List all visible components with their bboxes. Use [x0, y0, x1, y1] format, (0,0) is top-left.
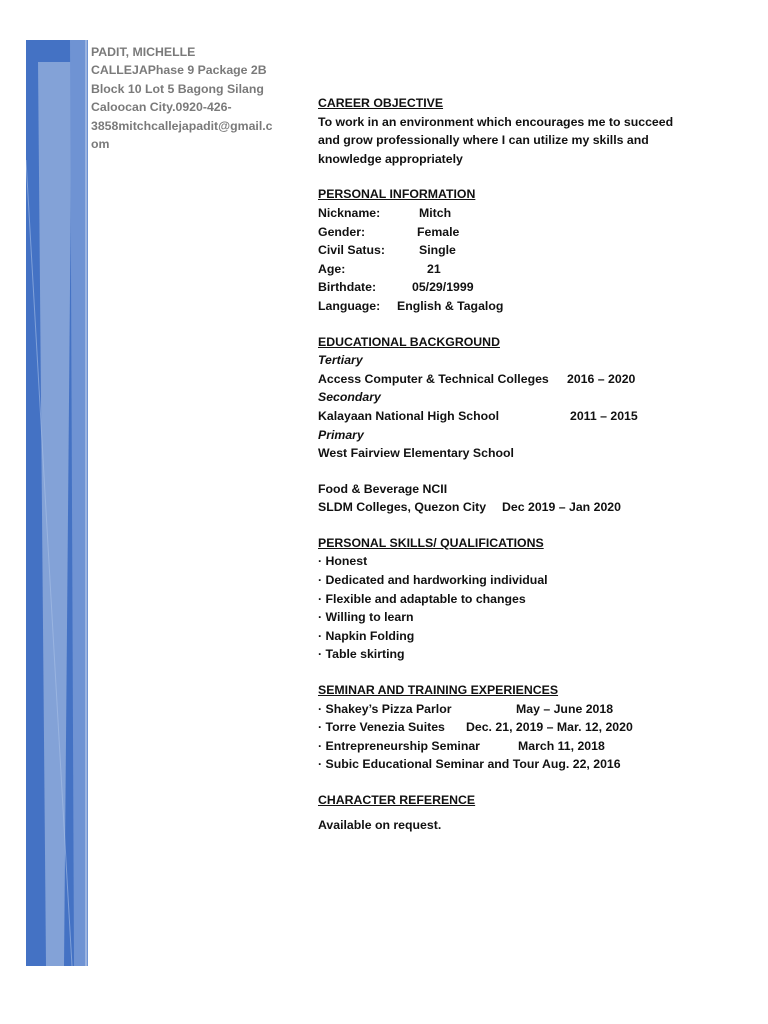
address-line: Caloocan City.0920-426-	[91, 100, 232, 115]
info-label: Language:	[318, 298, 381, 313]
personal-info-title: PERSONAL INFORMATION	[318, 187, 476, 202]
seminar-row	[318, 755, 738, 774]
applicant-name: PADIT, MICHELLE	[91, 45, 196, 59]
skill-item: · Table skirting	[318, 647, 405, 662]
objective-line: To work in an environment which encourages me to succeed	[318, 114, 674, 129]
certification-dates: Dec 2019 – Jan 2020	[502, 500, 621, 515]
certification-row	[318, 498, 738, 517]
address-line: Block 10 Lot 5 Bagong Silang	[91, 81, 264, 96]
reference-title: CHARACTER REFERENCE	[318, 793, 476, 807]
info-row-birthdate	[318, 278, 738, 297]
certification-school: SLDM Colleges, Quezon City	[318, 500, 487, 515]
info-value: 21	[427, 261, 441, 276]
seminar-row	[318, 737, 738, 756]
skill-item: · Willing to learn	[318, 610, 414, 625]
info-value: 05/29/1999	[412, 280, 474, 295]
education-level: Tertiary	[318, 353, 363, 368]
info-label: Age:	[318, 261, 346, 276]
education-row	[318, 370, 738, 389]
contact-header	[91, 43, 281, 153]
seminar-row	[318, 718, 738, 737]
info-value: Single	[419, 243, 456, 258]
objective-line: and grow professionally where I can utilize my skills and	[318, 133, 649, 148]
skills-title: PERSONAL SKILLS/ QUALIFICATIONS	[318, 535, 544, 550]
info-row-gender	[318, 223, 738, 242]
info-row-language	[318, 297, 738, 316]
seminar-name: · Torre Venezia Suites	[318, 720, 445, 735]
decorative-sidebar	[26, 40, 88, 966]
seminar-date: March 11, 2018	[518, 738, 605, 753]
objective-line: knowledge appropriately	[318, 151, 463, 166]
school-years: 2016 – 2020	[567, 371, 636, 386]
seminar-date: Dec. 21, 2019 – Mar. 12, 2020	[466, 720, 633, 735]
school-name: Access Computer & Technical Colleges	[318, 371, 549, 386]
seminar-name: · Entrepreneurship Seminar	[318, 738, 480, 753]
education-level: Secondary	[318, 390, 381, 405]
seminars-title: SEMINAR AND TRAINING EXPERIENCES	[318, 683, 559, 698]
education-row	[318, 407, 738, 426]
education-level: Primary	[318, 427, 364, 442]
info-value: Mitch	[419, 205, 452, 220]
skill-item: · Napkin Folding	[318, 628, 415, 643]
skill-item: · Flexible and adaptable to changes	[318, 591, 526, 606]
resume-body	[318, 94, 738, 834]
career-objective-title: CAREER OBJECTIVE	[318, 96, 444, 110]
seminar-date: May – June 2018	[516, 701, 614, 716]
certification-name: Food & Beverage NCII	[318, 481, 448, 496]
skill-item: · Honest	[318, 554, 368, 569]
seminar-name: · Shakey’s Pizza Parlor	[318, 701, 452, 716]
info-label: Nickname:	[318, 205, 381, 220]
education-row	[318, 444, 738, 463]
school-name: West Fairview Elementary School	[318, 446, 514, 461]
address-line: CALLEJAPhase 9 Package 2B	[91, 63, 267, 78]
seminar-row	[318, 700, 738, 719]
info-value: English & Tagalog	[397, 298, 504, 313]
info-label: Gender:	[318, 224, 366, 239]
info-label: Birthdate:	[318, 280, 377, 295]
info-value: Female	[417, 224, 460, 239]
school-years: 2011 – 2015	[570, 408, 638, 423]
seminar-date: Aug. 22, 2016	[542, 757, 621, 772]
school-name: Kalayaan National High School	[318, 408, 500, 423]
reference-text: Available on request.	[318, 817, 442, 832]
info-row-civil-status	[318, 241, 738, 260]
info-label: Civil Satus:	[318, 243, 385, 258]
sidebar-graphic	[26, 40, 88, 966]
seminar-name: · Subic Educational Seminar and Tour	[318, 757, 540, 772]
education-title: EDUCATIONAL BACKGROUND	[318, 334, 500, 349]
contact-line: om	[91, 137, 110, 152]
contact-line: 3858mitchcallejapadit@gmail.c	[91, 118, 273, 133]
info-row-age	[318, 260, 738, 279]
skill-item: · Dedicated and hardworking individual	[318, 573, 548, 588]
info-row-nickname	[318, 204, 738, 223]
